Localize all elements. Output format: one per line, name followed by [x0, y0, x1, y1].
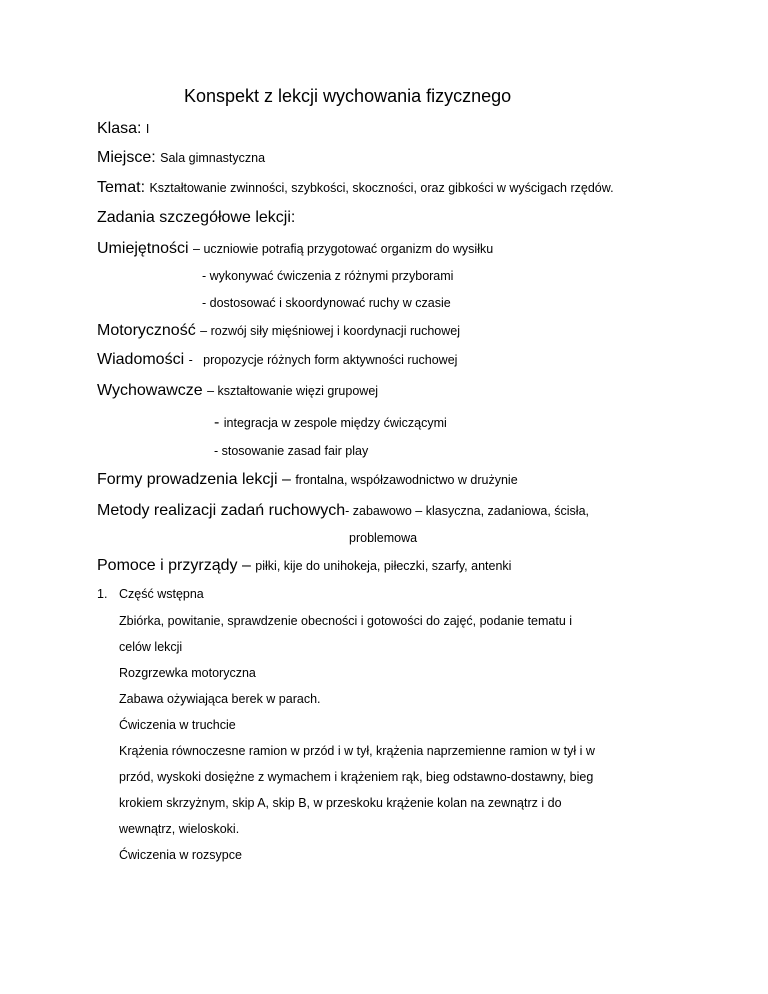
document-title: Konspekt z lekcji wychowania fizycznego — [184, 86, 512, 106]
miejsce-row — [97, 149, 265, 167]
section-line: Rozgrzewka motoryczna — [119, 666, 256, 680]
motorycznosc-row — [97, 322, 460, 340]
umiejetnosci-value: – uczniowie potrafią przygotować organizm do wysiłku — [193, 242, 494, 256]
metody-value-continued: problemowa — [349, 531, 418, 545]
metody-row — [97, 502, 589, 520]
wiadomosci-label: Wiadomości — [97, 351, 185, 368]
klasa-label: Klasa: — [97, 120, 142, 137]
wychowawcze-row — [97, 382, 378, 400]
temat-label: Temat: — [97, 179, 146, 196]
zadania-heading: Zadania szczegółowe lekcji: — [97, 209, 296, 226]
section-line: przód, wyskoki dosiężne z wymachem i krążeniem rąk, bieg odstawno-dostawny, bieg — [119, 770, 594, 784]
section-line: Zbiórka, powitanie, sprawdzenie obecności i gotowości do zajęć, podanie tematu i — [119, 614, 573, 628]
section-title: Część wstępna — [119, 587, 204, 601]
section-heading — [97, 587, 204, 601]
metody-label: Metody realizacji zadań ruchowych — [97, 502, 346, 519]
wychowawcze-value: – kształtowanie więzi grupowej — [207, 384, 379, 398]
section-line: Krążenia równoczesne ramion w przód i w tył, krążenia naprzemienne ramion w tył i w — [119, 744, 595, 758]
section-line: wewnątrz, wieloskoki. — [119, 822, 240, 836]
umiejetnosci-label: Umiejętności — [97, 240, 189, 257]
temat-value: Kształtowanie zwinności, szybkości, skoczności, oraz gibkości w wyścigach rzędów. — [149, 181, 614, 195]
metody-value: - zabawowo – klasyczna, zadaniowa, ścisła, — [345, 504, 589, 518]
umiejetnosci-item: - wykonywać ćwiczenia z różnymi przyborami — [202, 269, 454, 283]
motorycznosc-value: – rozwój siły mięśniowej i koordynacji ruchowej — [200, 324, 460, 338]
umiejetnosci-item: - dostosować i skoordynować ruchy w czasie — [202, 296, 451, 310]
wychowawcze-label: Wychowawcze — [97, 382, 203, 399]
section-line: Zabawa ożywiająca berek w parach. — [119, 692, 321, 706]
miejsce-label: Miejsce: — [97, 149, 156, 166]
section-line: Ćwiczenia w rozsypce — [119, 848, 242, 862]
pomoce-value: piłki, kije do unihokeja, piłeczki, szarfy, antenki — [255, 559, 512, 573]
section-line: krokiem skrzyżnym, skip A, skip B, w przeskoku krążenie kolan na zewnątrz i do — [119, 796, 562, 810]
klasa-value: I — [145, 122, 150, 136]
wiadomosci-value: - propozycje różnych form aktywności ruchowej — [188, 353, 458, 367]
klasa-row — [97, 120, 149, 138]
temat-row — [97, 179, 614, 197]
miejsce-value: Sala gimnastyczna — [160, 151, 266, 165]
pomoce-label: Pomoce i przyrządy – — [97, 557, 251, 574]
pomoce-row — [97, 557, 511, 575]
section-line: celów lekcji — [119, 640, 183, 654]
wiadomosci-row — [97, 351, 457, 369]
formy-label: Formy prowadzenia lekcji – — [97, 471, 291, 488]
wychowawcze-item-text: integracja w zespole między ćwiczącymi — [223, 416, 447, 430]
formy-row — [97, 471, 518, 489]
section-line: Ćwiczenia w truchcie — [119, 718, 236, 732]
wychowawcze-item — [214, 414, 447, 432]
formy-value: frontalna, współzawodnictwo w drużynie — [295, 473, 518, 487]
wychowawcze-item-dash: - — [214, 414, 220, 431]
section-number: 1. — [97, 587, 108, 601]
motorycznosc-label: Motoryczność — [97, 322, 196, 339]
wychowawcze-item: - stosowanie zasad fair play — [214, 444, 369, 458]
umiejetnosci-row — [97, 240, 493, 258]
